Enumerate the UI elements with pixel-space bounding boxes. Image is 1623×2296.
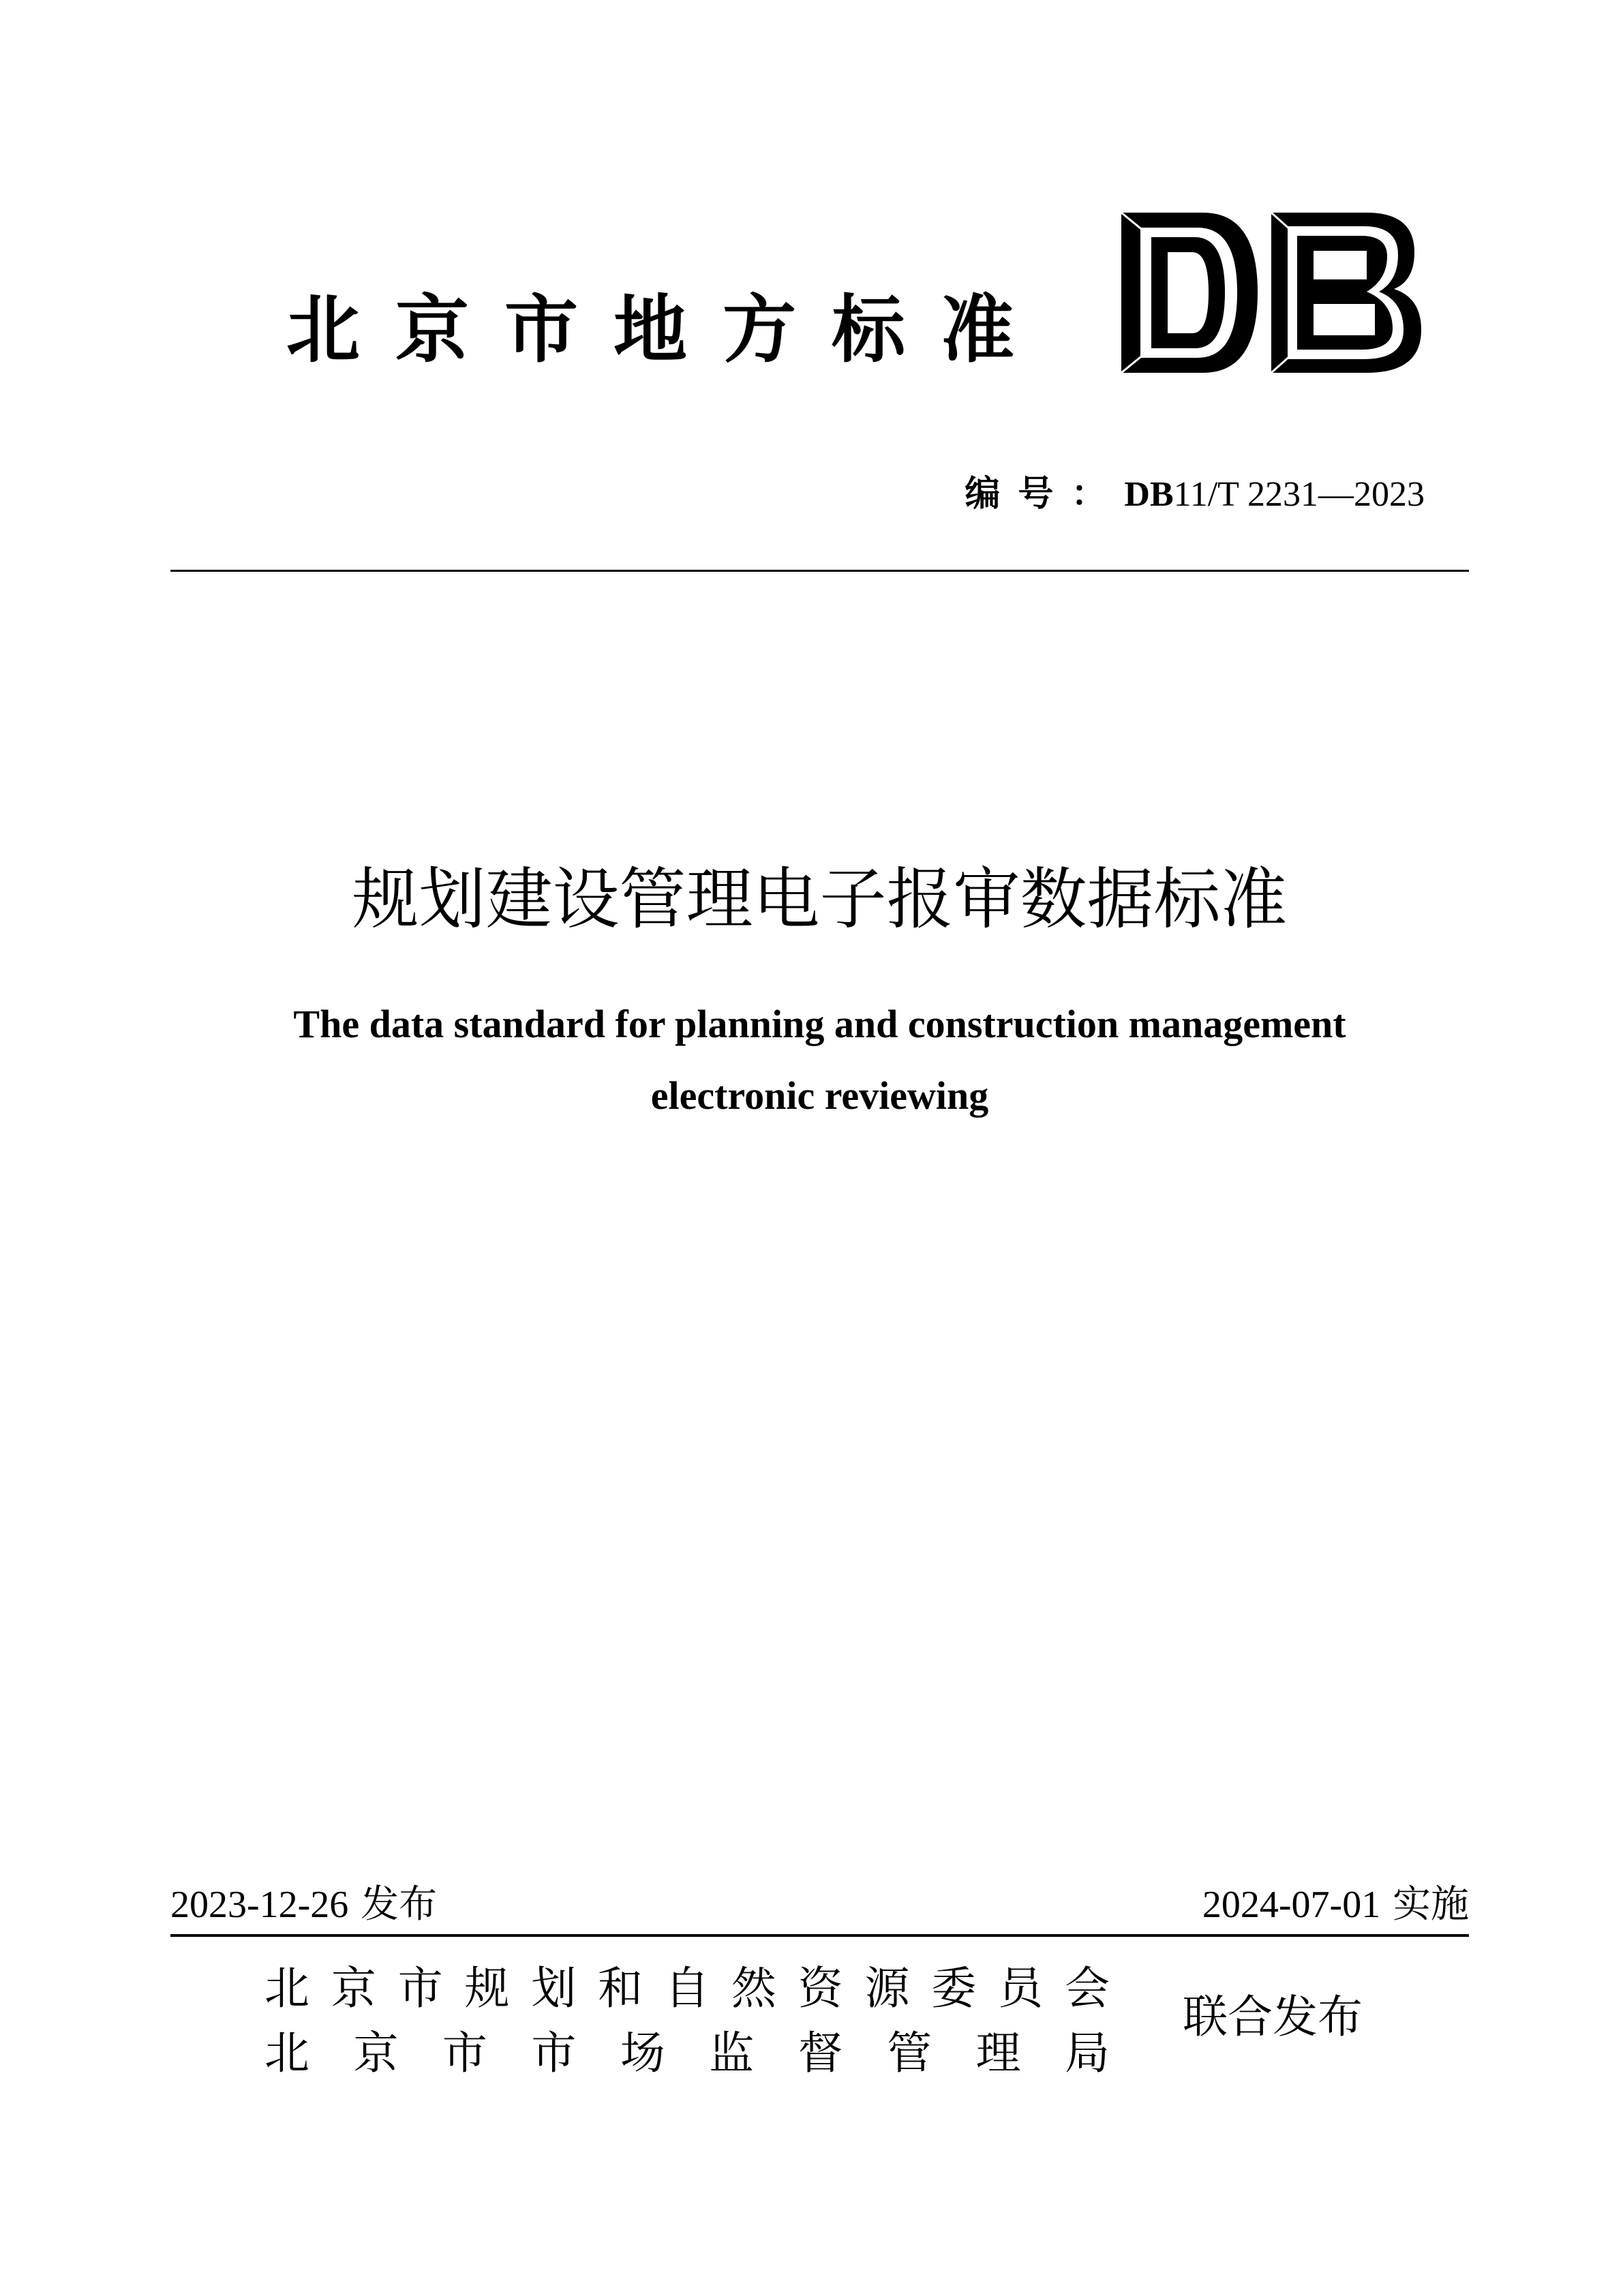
issuer-char: 源 xyxy=(864,1962,910,2015)
issuer-char: 划 xyxy=(531,1962,577,2015)
implementation-date-label: 实施 xyxy=(1393,1882,1469,1927)
db-logo xyxy=(1121,213,1421,373)
issuer-char: 规 xyxy=(464,1962,510,2015)
issuer-line-2 xyxy=(264,2021,1110,2085)
implementation-date-value: 2024-07-01 xyxy=(1202,1884,1381,1926)
issuer-char: 监 xyxy=(709,2027,755,2079)
issuer-char: 然 xyxy=(731,1962,776,2015)
bottom-divider xyxy=(170,1934,1469,1937)
standard-number-label: 编号： xyxy=(965,474,1125,515)
issuer-line-1 xyxy=(264,1956,1110,2021)
title-english-line1: The data standard for planning and construction management xyxy=(293,1002,1346,1046)
issuer-char: 京 xyxy=(353,2027,399,2079)
implementation-date xyxy=(954,1878,1469,1932)
issue-date-label: 发布 xyxy=(361,1882,438,1927)
issuer-char: 北 xyxy=(264,1962,309,2015)
standard-number xyxy=(934,467,1425,521)
issuer-char: 管 xyxy=(887,2027,932,2079)
standard-code-prefix: DB xyxy=(1124,475,1174,514)
issuer-char: 资 xyxy=(798,1962,843,2015)
issuing-authorities xyxy=(264,1956,1110,2085)
issuer-char: 和 xyxy=(598,1962,643,2015)
issuer-char: 市 xyxy=(397,1962,443,2015)
issuer-char: 理 xyxy=(975,2027,1021,2079)
issuer-char: 员 xyxy=(998,1962,1044,2015)
issuer-char: 市 xyxy=(442,2027,487,2079)
issue-date-value: 2023-12-26 xyxy=(170,1884,349,1926)
title-chinese: 规划建设管理电子报审数据标准 xyxy=(352,861,1288,938)
title-english xyxy=(170,988,1469,1138)
issuer-char: 北 xyxy=(264,2027,309,2079)
standard-type-heading: 北京市地方标准 xyxy=(286,288,1050,373)
top-divider xyxy=(170,570,1469,572)
issuer-char: 督 xyxy=(798,2027,843,2079)
title-english-line2: electronic reviewing xyxy=(650,1073,989,1118)
issuer-char: 局 xyxy=(1064,2027,1110,2079)
issuer-char: 自 xyxy=(664,1962,710,2015)
issuer-char: 委 xyxy=(931,1962,977,2015)
issue-date xyxy=(170,1878,648,1932)
issuer-char: 市 xyxy=(531,2027,577,2079)
issuer-char: 场 xyxy=(620,2027,665,2079)
standard-code: 11/T 2231—2023 xyxy=(1173,475,1425,514)
issuer-char: 会 xyxy=(1064,1962,1110,2015)
issuer-char: 京 xyxy=(331,1962,376,2015)
joint-release-label: 联合发布 xyxy=(1183,1991,1363,2043)
